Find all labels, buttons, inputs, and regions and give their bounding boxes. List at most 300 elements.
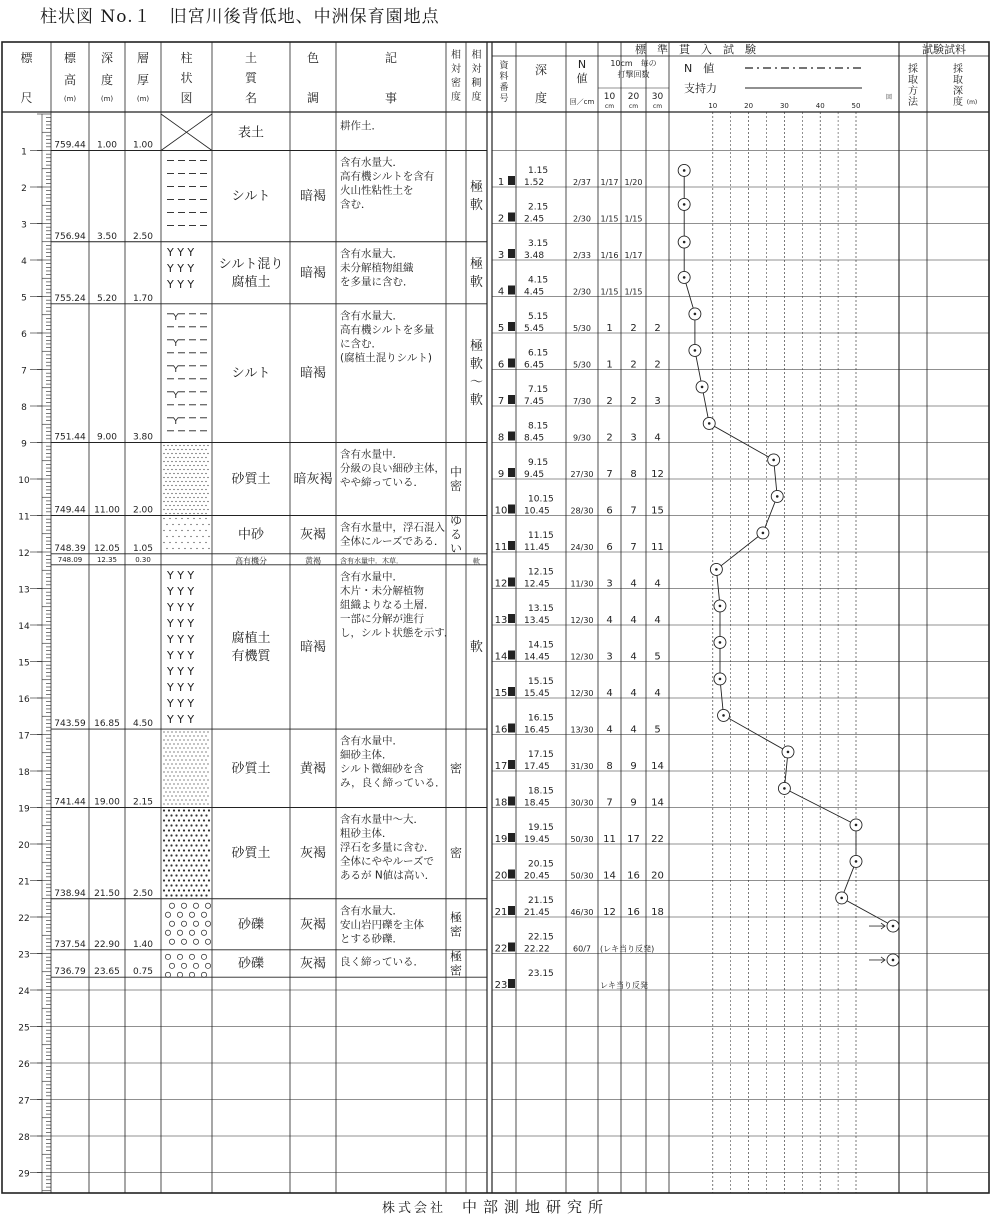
- pattern-dot: [193, 513, 194, 514]
- pattern-peat: Y Y Y: [167, 584, 195, 598]
- pattern-dot: [177, 481, 178, 482]
- n-value-point-center: [715, 568, 718, 571]
- spt-blow-count: 3: [606, 651, 613, 663]
- pattern-dot: [175, 763, 176, 764]
- pattern-dot: [193, 497, 194, 498]
- pattern-dot: [185, 465, 186, 466]
- header-thick: 層: [136, 51, 150, 65]
- pattern-dot: [203, 485, 204, 486]
- pattern-gravel: [205, 939, 210, 944]
- pattern-dot: [199, 493, 200, 494]
- pattern-dot: [163, 509, 164, 510]
- spt-depth-start: 12.15: [528, 567, 554, 578]
- pattern-dot: [173, 829, 175, 831]
- pattern-dot: [188, 889, 190, 891]
- n-value-point-center: [892, 959, 895, 962]
- layer-description: あるが N値は高い．: [340, 869, 436, 882]
- spt-sample-mark: [508, 614, 515, 623]
- spt-depth-start: 7.15: [528, 385, 549, 395]
- pattern-dot: [173, 497, 174, 498]
- pattern-gravel: [201, 972, 206, 977]
- pattern-dot: [177, 473, 178, 474]
- pattern-dot: [171, 747, 172, 748]
- spt-sample-number: 17: [494, 761, 508, 772]
- layer-description: 粗砂主体．: [340, 827, 393, 840]
- spt-sample-mark: [508, 322, 515, 331]
- pattern-dot: [165, 884, 167, 886]
- spt-blow-count: 12: [603, 907, 616, 918]
- pattern-dot: [195, 731, 196, 732]
- n-value-point-center: [683, 276, 686, 279]
- pattern-dot: [163, 849, 165, 851]
- pattern-dot: [198, 849, 200, 851]
- pattern-dot: [195, 501, 196, 502]
- layer-description: 含有水量中．: [340, 735, 403, 748]
- pattern-gravel: [189, 912, 194, 917]
- pattern-dot: [201, 783, 202, 784]
- spt-depth-start: 11.15: [528, 531, 554, 541]
- pattern-dot: [208, 879, 210, 881]
- pattern-dot: [190, 894, 192, 896]
- spt-depth-end: 22.22: [524, 944, 550, 955]
- pattern-dot: [199, 518, 200, 519]
- company-name: 中部測地研究所: [462, 1198, 610, 1216]
- pattern-dot: [179, 453, 180, 454]
- pattern-dot: [173, 775, 174, 776]
- spt-sample-mark: [508, 432, 515, 441]
- pattern-dot: [193, 518, 194, 519]
- chart-tick-label: 20: [744, 102, 754, 110]
- spt-blow-count: 8: [630, 469, 637, 480]
- pattern-dot: [197, 735, 198, 736]
- pattern-dot: [163, 518, 164, 519]
- spt-sample-number: 12: [494, 578, 508, 590]
- header-sampling-depth: 取: [953, 75, 963, 86]
- pattern-dot: [177, 783, 178, 784]
- header-chart-unit: 回: [885, 94, 893, 101]
- pattern-dot: [200, 824, 202, 826]
- pattern-dot: [201, 481, 202, 482]
- pattern-dot: [195, 453, 196, 454]
- pattern-dot: [183, 755, 184, 756]
- pattern-dot: [199, 542, 200, 543]
- pattern-dot: [175, 834, 177, 836]
- spt-sample-mark: [508, 979, 515, 988]
- scale-label: 14: [18, 622, 30, 632]
- pattern-dot: [191, 469, 192, 470]
- layer-relative-consistency: 軟: [469, 274, 484, 290]
- pattern-dot: [183, 803, 184, 804]
- spt-depth-end: 15.45: [524, 689, 550, 699]
- pattern-peat: Y Y Y: [167, 712, 195, 726]
- pattern-dot: [187, 530, 188, 531]
- spt-sample-mark: [508, 833, 515, 842]
- spt-blow-count: 2: [630, 359, 637, 371]
- pattern-dot: [167, 469, 168, 470]
- pattern-dot: [169, 457, 170, 458]
- pattern-dot: [163, 469, 164, 470]
- pattern-dot: [187, 731, 188, 732]
- pattern-dot: [195, 814, 197, 816]
- pattern-dot: [195, 854, 197, 856]
- layer-description: (腐植土混りシルト): [340, 351, 432, 364]
- n-value-point-center: [683, 241, 686, 244]
- header-elev-unit: (m): [63, 95, 77, 103]
- pattern-dot: [208, 829, 210, 831]
- pattern-dot: [205, 884, 207, 886]
- layer-color: 暗褐: [299, 639, 327, 655]
- layer-thickness: 1.40: [132, 939, 154, 950]
- pattern-dot: [181, 751, 182, 752]
- pattern-gravel: [165, 954, 170, 959]
- pattern-dot: [185, 735, 186, 736]
- pattern-dot: [203, 795, 204, 796]
- pattern-dot: [207, 779, 208, 780]
- pattern-dot: [187, 747, 188, 748]
- pattern-dot: [169, 513, 170, 514]
- layer-relative-density: 密: [449, 963, 463, 978]
- n-value-point-center: [694, 349, 697, 352]
- pattern-dot: [191, 493, 192, 494]
- pattern-dot: [171, 739, 172, 740]
- pattern-dot: [200, 854, 202, 856]
- pattern-dot: [195, 763, 196, 764]
- pattern-dot: [189, 767, 190, 768]
- pattern-peat: Y Y Y: [167, 680, 195, 694]
- pattern-dot: [165, 457, 166, 458]
- pattern-dot: [201, 505, 202, 506]
- spt-n-ratio: 24/30: [570, 543, 594, 552]
- pattern-dot: [203, 731, 204, 732]
- pattern-dot: [188, 819, 190, 821]
- header-blows-col: 20: [627, 92, 640, 102]
- pattern-dot: [199, 771, 200, 772]
- pattern-dot: [201, 513, 202, 514]
- layer-soil-name: 砂礫: [237, 917, 265, 933]
- pattern-dot: [170, 824, 172, 826]
- pattern-dot: [163, 763, 164, 764]
- spt-blow-count: 4: [606, 688, 613, 699]
- pattern-dot: [173, 879, 175, 881]
- layer-11-pattern: [165, 903, 210, 944]
- spt-depth-start: 3.15: [528, 239, 549, 249]
- pattern-dot: [173, 735, 174, 736]
- pattern-dot: [195, 461, 196, 462]
- pattern-dot: [187, 501, 188, 502]
- pattern-dot: [205, 854, 207, 856]
- spt-blow-count: 4: [630, 651, 637, 663]
- pattern-dot: [198, 819, 200, 821]
- pattern-dot: [197, 513, 198, 514]
- pattern-dot: [207, 787, 208, 788]
- pattern-dot: [177, 513, 178, 514]
- pattern-dot: [185, 505, 186, 506]
- pattern-dot: [165, 834, 167, 836]
- layer-1-pattern: [161, 114, 212, 151]
- spt-blow-count: 6: [606, 505, 613, 517]
- pattern-dot: [203, 869, 205, 871]
- pattern-dot: [165, 791, 166, 792]
- spt-blow-count: 14: [603, 870, 616, 882]
- pattern-dot: [175, 518, 176, 519]
- scale-label: 19: [18, 804, 30, 815]
- pattern-dot: [165, 449, 166, 450]
- pattern-dot: [191, 795, 192, 796]
- pattern-dot: [195, 864, 197, 866]
- pattern-dot: [167, 501, 168, 502]
- pattern-dot: [171, 795, 172, 796]
- pattern-dot: [195, 844, 197, 846]
- pattern-dot: [177, 457, 178, 458]
- pattern-dot: [193, 767, 194, 768]
- spt-depth-start: 21.15: [528, 896, 554, 906]
- layer-color: 暗褐: [299, 265, 327, 281]
- spt-depth-start: 6.15: [528, 348, 549, 359]
- pattern-dot: [179, 755, 180, 756]
- spt-sample-number: 14: [494, 651, 508, 663]
- header-description: 事: [384, 91, 398, 105]
- spt-depth-end: 18.45: [524, 798, 550, 809]
- pattern-dot: [187, 509, 188, 510]
- pattern-dot: [180, 834, 182, 836]
- pattern-dot: [187, 542, 188, 543]
- pattern-dot: [165, 513, 166, 514]
- pattern-dot: [169, 743, 170, 744]
- n-value-point-center: [708, 422, 711, 425]
- pattern-dot: [181, 775, 182, 776]
- layer-4-pattern: [167, 313, 207, 431]
- pattern-dot: [205, 864, 207, 866]
- pattern-dot: [189, 513, 190, 514]
- pattern-gravel: [165, 972, 170, 977]
- pattern-dot: [175, 884, 177, 886]
- pattern-dot: [183, 485, 184, 486]
- pattern-gravel: [181, 921, 186, 926]
- spt-depth-end: 2.45: [524, 214, 545, 225]
- pattern-dot: [178, 829, 180, 831]
- pattern-dot: [205, 449, 206, 450]
- pattern-dot: [163, 869, 165, 871]
- pattern-dot: [181, 489, 182, 490]
- spt-depth-end: 3.48: [524, 251, 545, 261]
- pattern-dot: [193, 457, 194, 458]
- layer-elevation: 748.39: [54, 543, 86, 554]
- pattern-dot: [163, 453, 164, 454]
- pattern-dot: [185, 457, 186, 458]
- spt-blow-count: 5: [654, 724, 661, 736]
- pattern-dot: [198, 839, 200, 841]
- spt-sample-mark: [508, 906, 515, 915]
- header-relative-consistency: 対: [471, 64, 482, 75]
- header-blows-title: 打撃回数: [617, 70, 650, 79]
- layer-thickness: 0.30: [135, 555, 151, 564]
- layer-description: 含有水量大．: [340, 309, 403, 322]
- pattern-dot: [197, 791, 198, 792]
- spt-sample-number: 11: [494, 542, 508, 553]
- pattern-dot: [179, 477, 180, 478]
- pattern-dot: [180, 854, 182, 856]
- spt-blow-count: 1/17: [600, 178, 619, 187]
- pattern-dot: [169, 473, 170, 474]
- layer-soil-name: 表土: [237, 125, 265, 141]
- layer-depth: 12.05: [94, 543, 120, 554]
- spt-sample-number: 7: [497, 396, 505, 407]
- pattern-dot: [202, 536, 203, 537]
- pattern-dot: [205, 874, 207, 876]
- pattern-dot: [183, 763, 184, 764]
- pattern-dot: [181, 457, 182, 458]
- pattern-dot: [190, 844, 192, 846]
- pattern-dot: [183, 787, 184, 788]
- pattern-dot: [179, 509, 180, 510]
- spt-blow-count: 7: [630, 505, 637, 517]
- pattern-dot: [175, 445, 176, 446]
- pattern-dot: [181, 783, 182, 784]
- layer-soil-name: 砂質土: [231, 846, 271, 862]
- pattern-dot: [207, 485, 208, 486]
- header-depth: 度: [100, 73, 114, 87]
- spt-depth-start: 20.15: [528, 859, 554, 870]
- pattern-dot: [207, 803, 208, 804]
- spt-sample-mark: [508, 505, 515, 514]
- pattern-dot: [171, 485, 172, 486]
- layer-depth: 11.00: [94, 505, 120, 516]
- pattern-dot: [178, 889, 180, 891]
- layer-description: 含有水量中．: [340, 448, 403, 461]
- pattern-dot: [175, 874, 177, 876]
- pattern-dot: [195, 739, 196, 740]
- chart-tick-label: 30: [779, 102, 789, 110]
- pattern-dot: [200, 814, 202, 816]
- pattern-dot: [165, 874, 167, 876]
- layer-thickness: 0.75: [132, 967, 154, 978]
- pattern-dot: [172, 524, 173, 525]
- header-relative-consistency: 度: [471, 92, 482, 103]
- spt-blow-count: 1/20: [624, 178, 643, 187]
- layer-5-pattern: [163, 445, 208, 514]
- pattern-gravel: [177, 912, 182, 917]
- n-value-point-center: [776, 495, 779, 498]
- pattern-gravel: [193, 963, 198, 968]
- pattern-dot: [199, 453, 200, 454]
- pattern-dot: [199, 485, 200, 486]
- pattern-dot: [187, 518, 188, 519]
- pattern-dot: [168, 859, 170, 861]
- company-footer: [0, 1196, 991, 1217]
- layer-color: 灰褐: [299, 846, 327, 862]
- pattern-dot: [171, 477, 172, 478]
- pattern-dot: [175, 461, 176, 462]
- pattern-dot: [195, 485, 196, 486]
- chart-tick-label: 40: [815, 102, 825, 110]
- pattern-dot: [175, 814, 177, 816]
- pattern-dot: [203, 771, 204, 772]
- spt-depth-start: 22.15: [528, 932, 554, 943]
- pattern-dot: [187, 469, 188, 470]
- pattern-dot: [187, 485, 188, 486]
- pattern-dot: [177, 759, 178, 760]
- spt-blow-count: 4: [654, 688, 661, 699]
- pattern-dot: [185, 473, 186, 474]
- pattern-dot: [197, 743, 198, 744]
- pattern-dot: [207, 509, 208, 510]
- spt-sample-number: 13: [494, 615, 508, 626]
- header-blows-unit: cm: [604, 103, 615, 110]
- pattern-dot: [173, 449, 174, 450]
- pattern-dot: [166, 524, 167, 525]
- pattern-dot: [177, 449, 178, 450]
- pattern-dot: [191, 771, 192, 772]
- layer-relative-consistency: 〜: [469, 375, 484, 391]
- pattern-dot: [175, 731, 176, 732]
- pattern-dot: [197, 799, 198, 800]
- spt-blow-count: 18: [651, 907, 664, 918]
- pattern-dot: [183, 869, 185, 871]
- pattern-dot: [201, 449, 202, 450]
- layer-description: 含有水量中，浮石混入: [340, 521, 445, 534]
- pattern-dot: [201, 489, 202, 490]
- pattern-dot: [167, 477, 168, 478]
- pattern-dot: [188, 859, 190, 861]
- pattern-dot: [203, 501, 204, 502]
- scale-label: 10: [18, 476, 30, 486]
- pattern-dot: [205, 465, 206, 466]
- pattern-dot: [175, 493, 176, 494]
- pattern-dot: [207, 771, 208, 772]
- pattern-dot: [179, 731, 180, 732]
- pattern-dot: [201, 497, 202, 498]
- spt-sample-mark: [508, 395, 515, 404]
- spt-blow-count: 1: [606, 323, 613, 334]
- pattern-dot: [171, 469, 172, 470]
- pattern-dot: [178, 524, 179, 525]
- spt-blow-count: 2: [606, 396, 613, 407]
- pattern-dot: [165, 767, 166, 768]
- pattern-dot: [201, 473, 202, 474]
- pattern-dot: [175, 453, 176, 454]
- spt-n-ratio: 2/37: [573, 178, 591, 187]
- layer-description: 含有水量中〜大．: [340, 813, 424, 826]
- pattern-dot: [169, 791, 170, 792]
- pattern-dot: [177, 751, 178, 752]
- pattern-dot: [193, 751, 194, 752]
- pattern-dot: [165, 505, 166, 506]
- pattern-dot: [163, 795, 164, 796]
- pattern-dot: [197, 775, 198, 776]
- spt-blow-count: 4: [630, 724, 637, 736]
- pattern-dot: [203, 493, 204, 494]
- pattern-dot: [170, 814, 172, 816]
- pattern-dot: [193, 481, 194, 482]
- pattern-dot: [188, 849, 190, 851]
- pattern-dot: [177, 791, 178, 792]
- header-spt: 標 準 貫 入 試 験: [635, 43, 756, 56]
- pattern-dot: [205, 743, 206, 744]
- pattern-dot: [185, 759, 186, 760]
- pattern-dot: [173, 759, 174, 760]
- pattern-dot: [200, 834, 202, 836]
- spt-depth-start: 8.15: [528, 421, 549, 432]
- pattern-peat: Y: [173, 312, 179, 323]
- layer-relative-consistency: 極: [469, 180, 484, 196]
- spt-n-ratio: 12/30: [570, 616, 594, 625]
- spt-depth-start: 18.15: [528, 786, 554, 797]
- pattern-dot: [205, 457, 206, 458]
- spt-depth-end: 5.45: [524, 324, 545, 334]
- pattern-dot: [195, 795, 196, 796]
- pattern-dot: [195, 771, 196, 772]
- pattern-dot: [179, 795, 180, 796]
